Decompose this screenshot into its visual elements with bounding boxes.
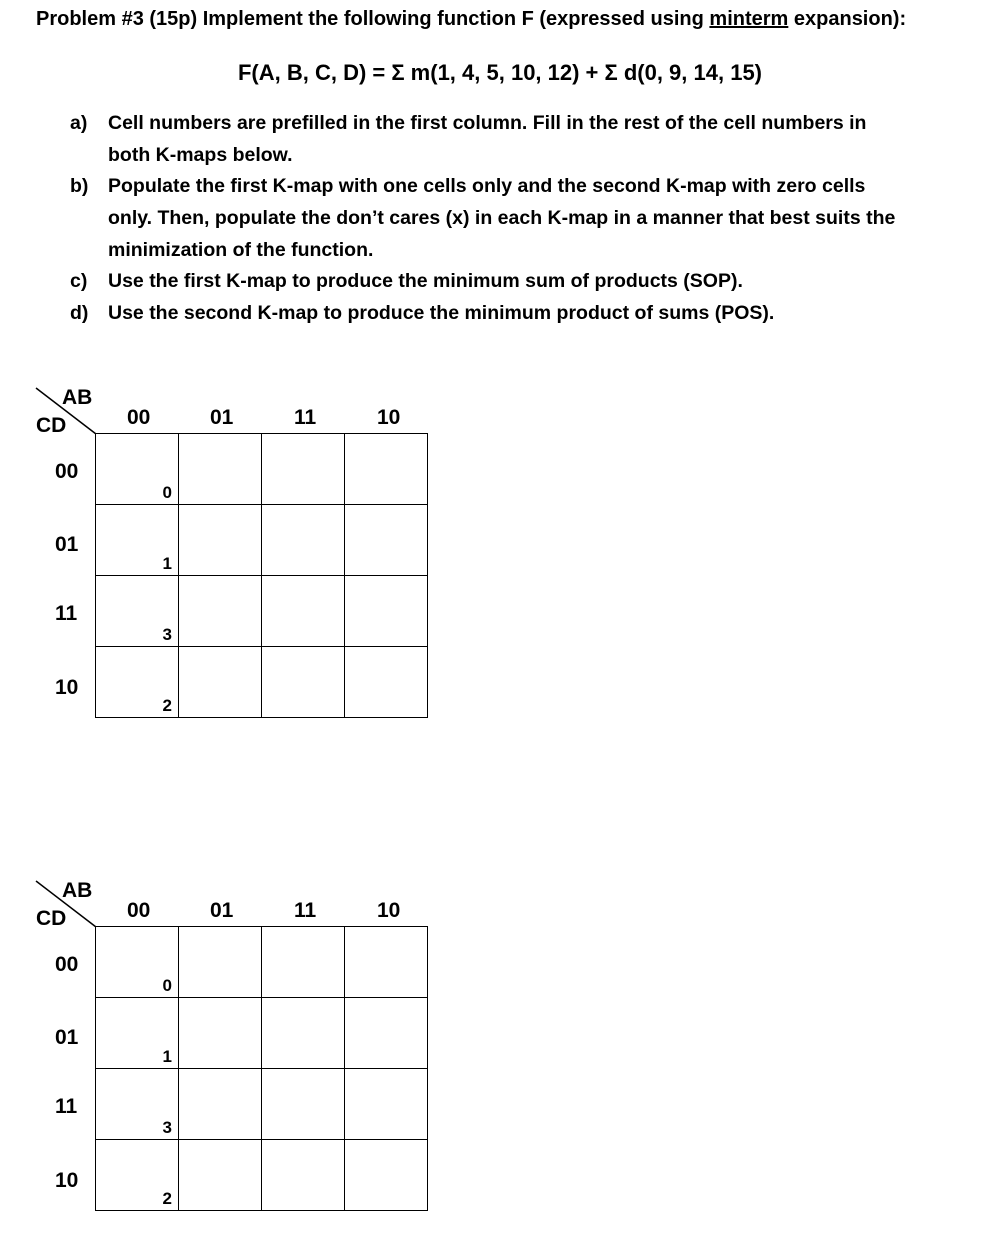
- kmap-row-header: 00: [55, 460, 79, 483]
- problem-title-underlined: minterm: [709, 8, 789, 30]
- kmap-cell[interactable]: [262, 927, 345, 998]
- kmap-cell[interactable]: [179, 505, 262, 576]
- kmap-cell[interactable]: [179, 434, 262, 505]
- kmap-col-header: 11: [294, 899, 317, 922]
- kmap-cell[interactable]: [96, 998, 179, 1069]
- instruction-line: Use the second K-map to produce the minimum product of sums (POS).: [108, 302, 775, 324]
- kmap-cell[interactable]: [345, 998, 428, 1069]
- instruction-label: b): [70, 175, 89, 197]
- kmap-row-header: 11: [55, 1095, 78, 1118]
- cell-number: 1: [162, 1047, 172, 1066]
- kmap-col-header: 01: [210, 899, 234, 922]
- cell-number: 3: [162, 625, 172, 644]
- kmap-row-header: 10: [55, 1169, 79, 1192]
- cell-number: 3: [162, 1118, 172, 1137]
- kmap-cell[interactable]: [96, 647, 179, 718]
- kmap-grid: [95, 926, 428, 1211]
- kmap-cell[interactable]: [179, 576, 262, 647]
- kmap-cell[interactable]: [345, 1140, 428, 1211]
- kmap-cd-label: CD: [36, 907, 67, 930]
- instruction-label: c): [70, 270, 88, 292]
- kmap-grid: [95, 433, 428, 718]
- kmap-cell[interactable]: [96, 927, 179, 998]
- kmap-cell[interactable]: [262, 998, 345, 1069]
- kmap-pos: [0, 879, 450, 1219]
- kmap-cell[interactable]: [262, 647, 345, 718]
- kmap-cell[interactable]: [262, 1069, 345, 1140]
- kmap-ab-label: AB: [62, 386, 93, 409]
- instruction-label: d): [70, 302, 89, 324]
- kmap-cell[interactable]: [262, 434, 345, 505]
- kmap-cell[interactable]: [96, 576, 179, 647]
- cell-number: 1: [162, 554, 172, 573]
- kmap-col-header: 00: [127, 406, 151, 429]
- kmap-cell[interactable]: [96, 1069, 179, 1140]
- kmap-cell[interactable]: [179, 1069, 262, 1140]
- function-formula-text: F(A, B, C, D) = Σ m(1, 4, 5, 10, 12) + Σ d(0, 9, 14, 15): [237, 60, 763, 85]
- instruction-label: a): [70, 112, 88, 134]
- kmap-cell[interactable]: [345, 927, 428, 998]
- kmap-row-header: 01: [55, 533, 79, 556]
- kmap-cell[interactable]: [179, 1140, 262, 1211]
- kmap-cell[interactable]: [345, 647, 428, 718]
- kmap-ab-label: AB: [62, 879, 93, 902]
- kmap-cd-label: CD: [36, 414, 67, 437]
- kmap-row-header: 00: [55, 953, 79, 976]
- kmap-col-header: 00: [127, 899, 151, 922]
- cell-number: 2: [162, 1189, 172, 1208]
- cell-number: 0: [162, 976, 172, 995]
- kmap-cell[interactable]: [96, 434, 179, 505]
- kmap-cell[interactable]: [179, 927, 262, 998]
- cell-number: 2: [162, 696, 172, 715]
- kmap-cell[interactable]: [179, 998, 262, 1069]
- instruction-line: only. Then, populate the don’t cares (x) in each K-map in a manner that best suits the: [108, 207, 896, 229]
- instruction-line: Cell numbers are prefilled in the first column. Fill in the rest of the cell numbers in: [108, 112, 867, 134]
- kmap-col-header: 10: [377, 899, 401, 922]
- kmap-col-header: 11: [294, 406, 317, 429]
- kmap-cell[interactable]: [345, 1069, 428, 1140]
- kmap-cell[interactable]: [345, 505, 428, 576]
- kmap-cell[interactable]: [345, 434, 428, 505]
- instruction-line: Populate the first K-map with one cells only and the second K-map with zero cells: [108, 175, 866, 197]
- kmap-cell[interactable]: [96, 1140, 179, 1211]
- kmap-row-header: 01: [55, 1026, 79, 1049]
- kmap-cell[interactable]: [262, 576, 345, 647]
- cell-number: 0: [162, 483, 172, 502]
- kmap-cell[interactable]: [345, 576, 428, 647]
- kmap-row-header: 11: [55, 602, 78, 625]
- problem-title: [36, 8, 906, 31]
- problem-title-suffix: expansion):: [788, 8, 907, 30]
- kmap-col-header: 01: [210, 406, 234, 429]
- kmap-sop: [0, 386, 450, 726]
- instruction-line: both K-maps below.: [108, 144, 293, 166]
- kmap-cell[interactable]: [262, 1140, 345, 1211]
- kmap-cell[interactable]: [96, 505, 179, 576]
- kmap-cell[interactable]: [179, 647, 262, 718]
- function-formula: [0, 60, 994, 86]
- instruction-line: minimization of the function.: [108, 239, 374, 261]
- problem-title-prefix: Problem #3 (15p) Implement the following function F (expressed using: [36, 8, 710, 30]
- instruction-line: Use the first K-map to produce the minimum sum of products (SOP).: [108, 270, 743, 292]
- kmap-col-header: 10: [377, 406, 401, 429]
- kmap-cell[interactable]: [262, 505, 345, 576]
- kmap-row-header: 10: [55, 676, 79, 699]
